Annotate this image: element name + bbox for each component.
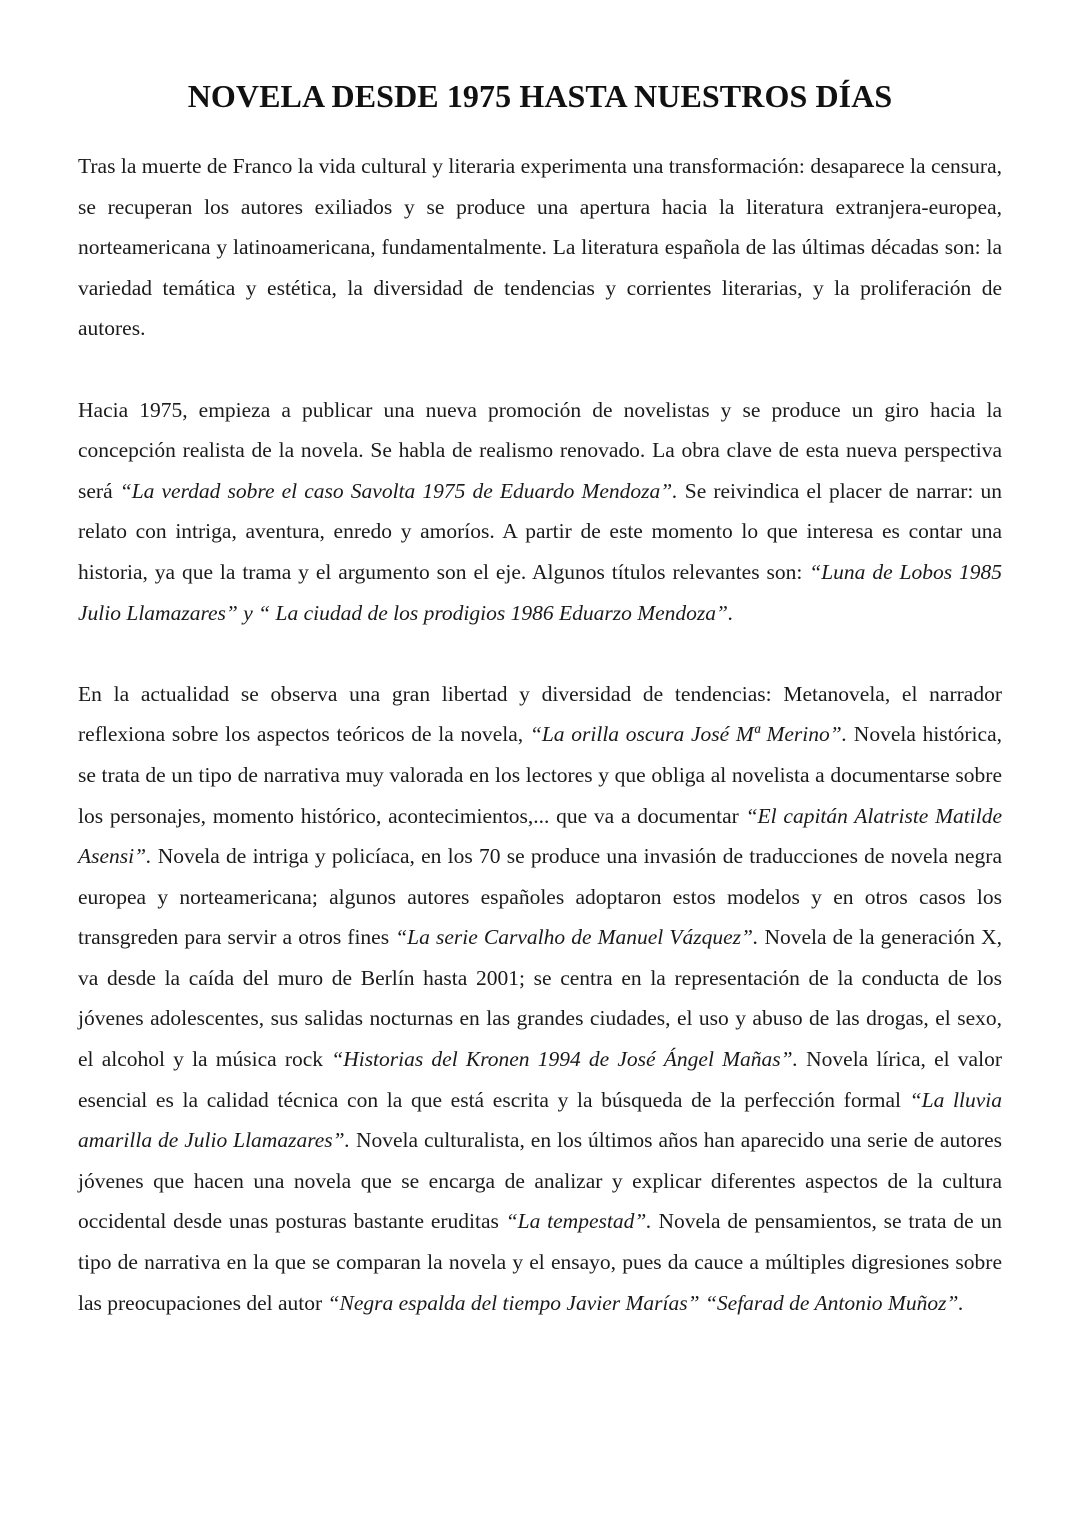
book-title-tempestad: “La tempestad”. xyxy=(505,1209,652,1234)
text-run: Novela histórica, se trata de un tipo de narrativa muy valorada en los lectores y que obliga al novelista a documentarse sobre los personajes, momento histórico, acontecimientos,... que va a documentar xyxy=(78,722,1002,828)
document-page xyxy=(78,76,1002,1323)
book-title-orilla-oscura: “La orilla oscura José Mª Merino”. xyxy=(529,722,848,747)
text-run: Tras la muerte de Franco la vida cultural y literaria experimenta una transformación: desaparece la censura, se recuperan los autores exiliados y se produce una apertura hacia la literatura extranjera-europea, norteamericana y latinoamericana, fundamentalmente. La literatura española de las últimas décadas son: la variedad temática y estética, la diversidad de tendencias y corrientes literarias, y la proliferación de autores. xyxy=(78,154,1002,341)
text-run: Novela de pensamientos, se trata de un tipo de narrativa en la que se comparan la novela y el ensayo, pues da cauce a múltiples digresiones sobre las preocupaciones del autor xyxy=(78,1209,1002,1315)
text-run: Novela de intriga y policíaca, en los 70 se produce una invasión de traducciones de novela negra europea y norteamericana; algunos autores españoles adoptaron estos modelos y en otros casos los transgreden para servir a otros fines xyxy=(78,844,1002,950)
text-run: Novela lírica, el valor esencial es la calidad técnica con la que está escrita y la búsqueda de la perfección formal xyxy=(78,1047,1002,1112)
text-run: Novela culturalista, en los últimos años han aparecido una serie de autores jóvenes que hacen una novela que se encarga de analizar y explicar diferentes aspectos de la cultura occidental desde unas posturas bastante eruditas xyxy=(78,1128,1003,1234)
text-run: Novela de la generación X, va desde la caída del muro de Berlín hasta 2001; se centra en la representación de la conducta de los jóvenes adolescentes, sus salidas nocturnas en las grandes ciudades, el uso y abuso de las drogas, el sexo, el alcohol y la música rock xyxy=(78,925,1002,1072)
text-run: Se reivindica el placer de narrar: un relato con intriga, aventura, enredo y amoríos. A partir de este momento lo que interesa es contar una historia, ya que la trama y el argumento son el eje. Algunos títulos relevantes son: xyxy=(78,478,1002,584)
text-run: Hacia 1975, empieza a publicar una nueva promoción de novelistas y se produce un giro hacia la concepción realista de la novela. Se habla de realismo renovado. La obra clave de esta nueva perspectiva será xyxy=(78,397,1002,503)
document-title: NOVELA DESDE 1975 HASTA NUESTROS DÍAS xyxy=(187,78,893,114)
book-title-lluvia-amarilla: “La lluvia amarilla de Julio Llamazares”. xyxy=(78,1087,1002,1153)
paragraph-intro xyxy=(78,146,1002,349)
book-title-savolta: “La verdad sobre el caso Savolta 1975 de Eduardo Mendoza”. xyxy=(119,478,678,503)
book-titles-marias-munoz: “Negra espalda del tiempo Javier Marías” “Sefarad de Antonio Muñoz”. xyxy=(327,1290,964,1315)
paragraph-realismo-renovado xyxy=(78,390,1002,634)
paragraph-tendencias xyxy=(78,674,1002,1324)
book-title-kronen: “Historias del Kronen 1994 de José Ángel Mañas”. xyxy=(331,1047,798,1072)
book-titles-luna-prodigios: “Luna de Lobos 1985 Julio Llamazares” y “ La ciudad de los prodigios 1986 Eduarzo Mendoza”. xyxy=(78,559,1002,625)
text-run: En la actualidad se observa una gran libertad y diversidad de tendencias: Metanovela, el narrador reflexiona sobre los aspectos teóricos de la novela, xyxy=(78,681,1002,747)
book-title-carvalho: “La serie Carvalho de Manuel Vázquez”. xyxy=(395,925,759,950)
book-title-alatriste: “El capitán Alatriste Matilde Asensi”. xyxy=(78,803,1002,869)
